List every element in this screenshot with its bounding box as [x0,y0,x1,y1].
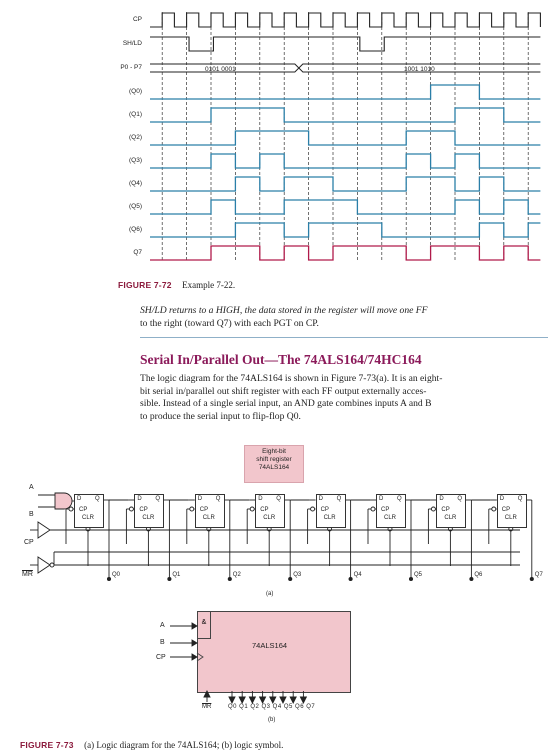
ff-clr-label: CLR [323,515,336,521]
ff-clr-label: CLR [202,515,215,521]
ff-d-label: D [258,496,263,502]
flip-flop [255,494,285,528]
signal-label-q4: (Q4) [129,180,142,187]
subfigure-a-label: (a) [266,591,274,597]
ff-d-label: D [197,496,203,502]
signal-label-cp: CP [132,16,142,23]
signal-label-q3: (Q3) [129,157,142,164]
ff-cp-label: CP [501,507,511,513]
output-arrowhead [229,697,235,703]
ff-d-label: D [439,496,444,502]
symbol-input-b: B [160,639,165,646]
q-output-label: Q3 [293,572,302,578]
paragraph-line-1: The logic diagram for the 74ALS164 is shown in Figure 7-73(a). It is an eight- [140,373,443,384]
paragraph-shift-line-2: to the right (toward Q7) with each PGT on CP. [140,317,319,329]
paragraph-shift-note [140,305,550,330]
figure-7-72-label: FIGURE 7-72 [118,280,172,290]
cp-buffer [38,522,50,538]
shld-waveform [150,37,540,51]
ff-cp-label: CP [79,507,88,513]
data-word-1: 0101 0001 [205,66,236,73]
figure-7-73-text: (a) Logic diagram for the 74ALS164; (b) logic symbol. [84,740,284,750]
q-output-dot [228,577,231,580]
signal-label-q0: (Q0) [129,88,142,95]
section-divider [140,337,548,338]
ff-q-label: Q [336,496,342,502]
paragraph-line-4: to produce the serial input to flip-flop Q0. [140,410,301,422]
q5-trace [150,200,540,214]
output-arrowhead [239,697,245,703]
q-output-label: Q1 [172,572,181,578]
ff-cp-label: CP [260,507,269,513]
q-output-label: Q2 [232,572,241,578]
timing-waveforms [0,0,552,270]
figure-7-72-caption [118,275,235,293]
ff-d-label: D [379,496,384,502]
figure-7-72-text: Example 7-22. [182,280,236,290]
output-arrowhead [249,697,255,703]
q6-trace [150,223,540,237]
ff-clr-label: CLR [142,515,155,521]
ff-clr-label: CLR [263,515,276,521]
signal-label-shld: SH/LD [122,40,142,47]
ff-clr-label: CLR [444,515,457,521]
ff-q-label: Q [276,496,281,502]
clk-bubble [250,507,254,511]
input-b-label: B [29,511,34,518]
flip-flop [497,494,527,528]
box-title-line-1: Eight-bit [262,448,286,455]
signal-label-q1: (Q1) [129,111,142,118]
ff-clr-label: CLR [384,515,397,521]
clock-trace [150,13,540,27]
q0-trace [150,85,540,99]
q1-trace [150,108,540,122]
input-mr-label: $\overline{MR}$ [22,571,33,578]
q-output-dot [470,577,473,580]
ff-d-label: D [137,496,142,502]
ff-q-label: Q [155,496,161,502]
clk-bubble [492,507,496,511]
q2-trace [150,131,540,145]
ff-cp-label: CP [320,507,329,513]
subfigure-b-label: (b) [268,717,276,723]
symbol-input-cp: CP [156,654,166,661]
paragraph-shift-line-1: SH/LD returns to a HIGH, the data stored in the register will move one FF [140,305,428,316]
ff-d-label: D [499,496,505,502]
ff-d-label: D [77,496,82,502]
ff-cp-label: CP [381,507,390,513]
paragraph-line-2: bit serial in/parallel out shift register with each FF output externally acces- [140,385,427,397]
mr-inverter-bubble [50,563,54,567]
input-arrowhead [192,623,197,629]
q-output-dot [530,577,533,580]
ff-q-label: Q [397,496,402,502]
clk-bubble [190,507,194,511]
ff-q-label: Q [517,496,523,502]
ic-symbol-name: 74ALS164 [252,641,288,650]
ff-clr-label: CLR [82,515,95,521]
ff-cp-label: CP [139,507,148,513]
q-output-dot [107,577,110,580]
paragraph-line-3: sible. Instead of a single serial input, an AND gate combines inputs A and B [140,398,432,409]
input-arrowhead [192,654,197,660]
output-arrowhead [270,697,276,703]
input-cp-label: CP [24,539,34,546]
ff-q-label: Q [215,496,221,502]
flip-flop [436,494,466,528]
q-output-dot [289,577,292,580]
flip-flop [74,494,104,528]
q-output-label: Q0 [112,572,121,578]
ff-cp-label: CP [441,507,450,513]
q-output-dot [409,577,412,580]
symbol-wires [150,608,370,713]
output-arrowhead [300,697,306,703]
figure-7-73-caption [20,735,283,753]
clk-bubble [311,507,315,511]
clk-bubble [431,507,435,511]
clock-waveform [150,13,540,27]
q3-trace [150,154,540,168]
paragraph-74als164 [140,373,550,423]
output-arrowhead [280,697,286,703]
input-arrowhead [192,640,197,646]
ff-d-label: D [318,496,323,502]
q-waveforms [150,85,540,260]
ff-q-label: Q [457,496,463,502]
ff-q-label: Q [95,496,100,502]
output-arrowhead [260,697,266,703]
q-output-dot [168,577,171,580]
clock-triangle [197,653,203,661]
ff-cp-label: CP [199,507,209,513]
q-output-label: Q4 [353,572,362,578]
symbol-outputs-label: Q0 Q1 Q2 Q3 Q4 Q5 Q6 Q7 [228,704,316,710]
clk-bubble [69,507,73,511]
signal-label-q2: (Q2) [129,134,142,141]
symbol-input-a: A [160,622,165,629]
and-marker: & [198,612,211,639]
flip-flop [376,494,406,528]
flip-flop [134,494,164,528]
q-output-label: Q7 [534,572,543,578]
timing-dashed-guides [162,12,552,262]
figure-7-73-label: FIGURE 7-73 [20,740,74,750]
clk-bubble [371,507,375,511]
q-output-dot [349,577,352,580]
box-title-line-3: 74ALS164 [258,464,290,471]
ff-clr-label: CLR [504,515,517,521]
input-a-label: A [29,484,34,491]
shift-register-title-box [244,445,304,483]
signal-label-q5: (Q5) [129,203,142,210]
signal-label-q6: (Q6) [129,226,142,233]
output-arrowhead [290,697,296,703]
q-output-label: Q6 [474,572,483,578]
signal-label-p0-p7: P0 - P7 [120,64,142,71]
q4-trace [150,177,540,191]
q7-trace [150,246,540,260]
signal-label-q7: Q7 [133,249,142,256]
clk-bubble [129,507,133,511]
shld-trace [150,37,540,51]
data-word-2: 1001 1010 [404,66,435,73]
and-gate [55,493,72,509]
mr-inverter [38,557,50,573]
symbol-mr-label: $\overline{MR}$ [202,704,212,710]
mr-arrowhead [204,691,210,697]
flip-flop [195,494,225,528]
box-title-line-2: shift register [256,456,292,463]
section-heading: Serial In/Parallel Out—The 74ALS164/74HC164 [140,352,422,367]
flip-flop [316,494,346,528]
q-output-label: Q5 [414,572,423,578]
